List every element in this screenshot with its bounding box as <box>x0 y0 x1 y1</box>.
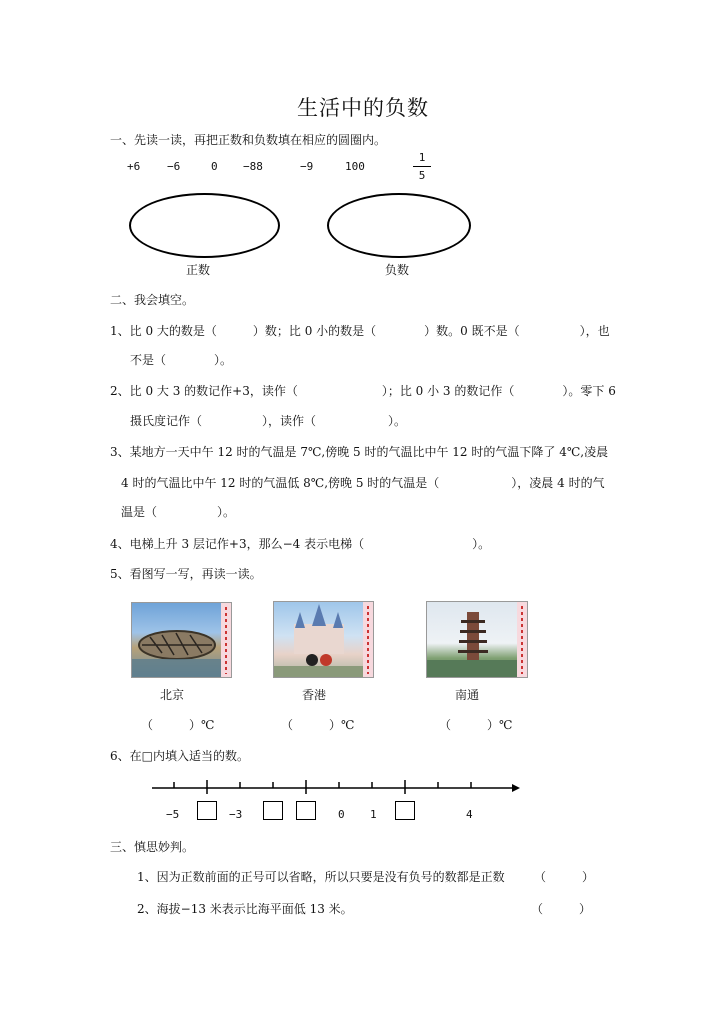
number-item: −6 <box>167 160 181 173</box>
number-item: −9 <box>300 160 314 173</box>
question-line: 不是（ ）。 <box>130 353 233 367</box>
number-box[interactable] <box>395 801 415 820</box>
temperature-strip <box>221 603 231 677</box>
negative-oval[interactable] <box>327 193 471 258</box>
number-line <box>150 776 522 800</box>
judgment-blank[interactable]: （ ） <box>534 870 595 884</box>
tick-label: 0 <box>338 808 345 821</box>
judgment-blank[interactable]: （ ） <box>531 902 592 916</box>
nantong-photo <box>426 601 528 678</box>
city-label: 香港 <box>302 688 327 702</box>
number-item: +6 <box>127 160 141 173</box>
number-item: 0 <box>211 160 218 173</box>
question-line: 5、看图写一写，再读一读。 <box>110 567 262 581</box>
temperature-strip <box>363 602 373 677</box>
page-title: 生活中的负数 <box>297 96 429 120</box>
number-box[interactable] <box>296 801 316 820</box>
section-2-heading: 二、我会填空。 <box>110 293 195 307</box>
question-line: 1、比 0 大的数是（ ）数；比 0 小的数是（ ）数。0 既不是（ ），也 <box>110 324 610 338</box>
city-label: 北京 <box>160 688 185 702</box>
tick-label: 4 <box>466 808 473 821</box>
fraction <box>413 151 431 182</box>
question-line: 4 时的气温比中午 12 时的气温低 8℃,傍晚 5 时的气温是（ ），凌晨 4 时的气 <box>121 476 605 490</box>
positive-oval[interactable] <box>129 193 280 258</box>
positive-label: 正数 <box>186 263 211 277</box>
judgment-item: 1、因为正数前面的正号可以省略，所以只要是没有负号的数都是正数 <box>137 870 505 884</box>
question-6: 6、在□内填入适当的数。 <box>110 749 249 763</box>
pagoda-image <box>427 602 519 678</box>
temperature-blank[interactable]: （ ）℃ <box>439 718 513 732</box>
fraction-denominator: 5 <box>418 169 426 182</box>
temperature-strip <box>517 602 527 677</box>
question-line: 2、比 0 大 3 的数记作+3，读作（ ）；比 0 小 3 的数记作（ ）。零下 6 <box>110 384 616 398</box>
section-3-heading: 三、慎思妙判。 <box>110 840 195 854</box>
tick-label: 1 <box>370 808 377 821</box>
negative-label: 负数 <box>385 263 410 277</box>
beijing-photo <box>131 602 232 678</box>
number-box[interactable] <box>263 801 283 820</box>
tick-label: −5 <box>166 808 180 821</box>
city-label: 南通 <box>455 688 480 702</box>
castle-image <box>274 602 364 678</box>
temperature-blank[interactable]: （ ）℃ <box>141 718 215 732</box>
temperature-blank[interactable]: （ ）℃ <box>281 718 355 732</box>
bird-nest-stadium-image <box>132 603 222 678</box>
fraction-bar <box>413 166 431 167</box>
question-line: 摄氏度记作（ ），读作（ ）。 <box>130 414 407 428</box>
section-1-heading: 一、先读一读，再把正数和负数填在相应的圆圈内。 <box>110 133 387 147</box>
tick-label: −3 <box>229 808 243 821</box>
fraction-numerator: 1 <box>418 151 426 164</box>
question-line: 温是（ ）。 <box>121 505 236 519</box>
question-line: 4、电梯上升 3 层记作+3，那么−4 表示电梯（ ）。 <box>110 537 491 551</box>
question-line: 3、某地方一天中午 12 时的气温是 7℃,傍晚 5 时的气温比中午 12 时的气温下降了 4℃,凌晨 <box>110 445 609 459</box>
number-item: −88 <box>243 160 263 173</box>
number-box[interactable] <box>197 801 217 820</box>
judgment-item: 2、海拔−13 米表示比海平面低 13 米。 <box>137 902 353 916</box>
hongkong-photo <box>273 601 374 678</box>
number-item: 100 <box>345 160 365 173</box>
